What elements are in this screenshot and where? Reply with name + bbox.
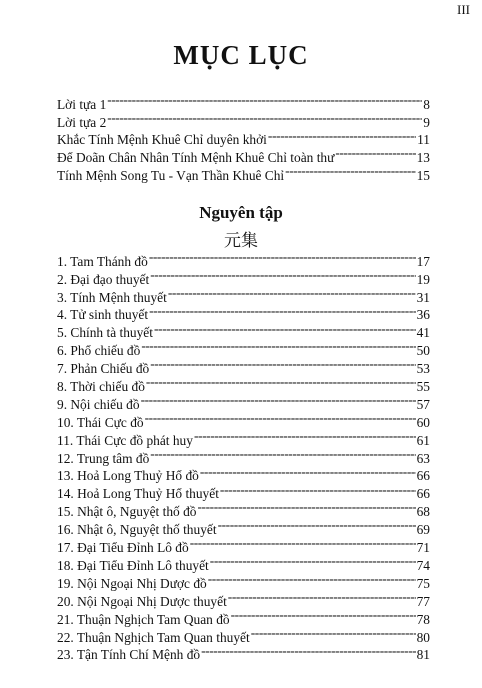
toc-leader-dashes <box>231 606 416 624</box>
toc-leader-dashes <box>218 516 416 534</box>
toc-entry-label: 12. Trung tâm đồ <box>57 450 150 466</box>
toc-entry-label: 4. Tử sinh thuyết <box>57 307 149 323</box>
toc-entry-page: 55 <box>416 379 430 395</box>
toc-entry-page: 53 <box>416 361 430 377</box>
toc-entry-label: 6. Phổ chiếu đồ <box>57 343 141 359</box>
toc-leader-dashes <box>201 642 416 660</box>
toc-entry-page: 78 <box>416 611 430 627</box>
toc-entry-page: 15 <box>416 167 430 183</box>
toc-entry-page: 17 <box>416 253 430 269</box>
toc-leader-dashes <box>228 588 416 606</box>
toc-entry-page: 81 <box>416 647 430 663</box>
page-number: III <box>457 2 470 17</box>
toc-entry-page: 57 <box>416 396 430 412</box>
page-title: MỤC LỤC <box>173 40 309 70</box>
toc-entry-page: 61 <box>416 432 430 448</box>
toc-entry-page: 71 <box>416 540 430 556</box>
toc-leader-dashes <box>285 162 415 180</box>
toc-entry-label: 20. Nội Ngoại Nhị Dược thuyết <box>57 593 227 609</box>
toc-entry-label: Khắc Tính Mệnh Khuê Chỉ duyên khởi <box>57 132 267 148</box>
toc-entry-label: 2. Đại đạo thuyết <box>57 271 150 287</box>
toc-entry-label: 13. Hoả Long Thuỷ Hổ đồ <box>57 468 199 484</box>
toc-entry-label: 23. Tận Tính Chí Mệnh đồ <box>57 647 201 663</box>
toc-entry-page: 36 <box>416 307 430 323</box>
main-toc-list <box>57 248 430 663</box>
toc-entry-page: 13 <box>416 150 430 166</box>
toc-leader-dashes <box>145 409 416 427</box>
toc-entry-label: 11. Thái Cực đồ phát huy <box>57 432 193 448</box>
toc-leader-dashes <box>150 355 415 373</box>
toc-entry-page: 19 <box>416 271 430 287</box>
section-title: Nguyên tập <box>199 203 283 222</box>
toc-entry-label: 7. Phản Chiếu đồ <box>57 361 150 377</box>
toc-entry-label: 3. Tính Mệnh thuyết <box>57 289 167 305</box>
toc-entry-page: 31 <box>416 289 430 305</box>
toc-entry-page: 60 <box>416 414 430 430</box>
toc-entry[interactable] <box>57 248 430 269</box>
toc-entry-label: 9. Nội chiếu đồ <box>57 396 140 412</box>
toc-entry[interactable] <box>57 91 430 112</box>
toc-entry-page: 66 <box>416 486 430 502</box>
toc-leader-dashes <box>141 391 416 409</box>
toc-leader-dashes <box>107 109 422 127</box>
toc-entry-page: 80 <box>416 629 430 645</box>
section-subtitle: 元集 <box>224 231 258 251</box>
toc-leader-dashes <box>251 624 416 642</box>
toc-leader-dashes <box>107 91 422 109</box>
toc-entry-label: Tính Mệnh Song Tu - Vạn Thần Khuê Chỉ <box>57 167 285 183</box>
toc-entry-page: 11 <box>417 132 430 148</box>
toc-leader-dashes <box>146 373 416 391</box>
toc-entry-label: 14. Hoả Long Thuỷ Hổ thuyết <box>57 486 219 502</box>
toc-entry-label: 17. Đại Tiểu Đỉnh Lô đồ <box>57 540 189 556</box>
toc-entry-page: 75 <box>416 575 430 591</box>
toc-entry-label: 19. Nội Ngoại Nhị Dược đồ <box>57 575 207 591</box>
toc-leader-dashes <box>194 427 416 445</box>
toc-leader-dashes <box>197 498 415 516</box>
toc-entry-page: 8 <box>423 96 430 112</box>
toc-leader-dashes <box>220 481 416 499</box>
toc-entry-page: 77 <box>416 593 430 609</box>
toc-leader-dashes <box>154 320 416 338</box>
toc-entry-label: 8. Thời chiếu đồ <box>57 379 145 395</box>
toc-entry-page: 66 <box>416 468 430 484</box>
toc-entry-label: 1. Tam Thánh đồ <box>57 253 148 269</box>
toc-entry-page: 50 <box>416 343 430 359</box>
toc-entry-page: 68 <box>416 504 430 520</box>
toc-leader-dashes <box>210 552 416 570</box>
toc-entry-page: 9 <box>423 114 430 130</box>
toc-leader-dashes <box>149 248 416 266</box>
toc-leader-dashes <box>335 144 415 162</box>
toc-entry-label: 22. Thuận Nghịch Tam Quan thuyết <box>57 629 250 645</box>
toc-leader-dashes <box>149 302 416 320</box>
toc-leader-dashes <box>268 127 416 145</box>
toc-entry-label: 10. Thái Cực đồ <box>57 414 144 430</box>
toc-entry-label: 21. Thuận Nghịch Tam Quan đồ <box>57 611 230 627</box>
toc-leader-dashes <box>208 570 416 588</box>
toc-entry-label: 15. Nhật ô, Nguyệt thố đồ <box>57 504 197 520</box>
toc-entry-page: 69 <box>416 522 430 538</box>
toc-entry[interactable] <box>57 127 430 148</box>
toc-leader-dashes <box>150 266 415 284</box>
toc-leader-dashes <box>141 337 415 355</box>
toc-entry[interactable] <box>57 109 430 130</box>
toc-entry-page: 41 <box>416 325 430 341</box>
toc-leader-dashes <box>190 534 416 552</box>
toc-entry-label: Để Doãn Chân Nhân Tính Mệnh Khuê Chỉ toàn thư <box>57 150 335 166</box>
toc-leader-dashes <box>200 463 416 481</box>
toc-entry-label: 18. Đại Tiểu Đỉnh Lô thuyết <box>57 557 209 573</box>
toc-leader-dashes <box>168 284 416 302</box>
toc-entry-page: 63 <box>416 450 430 466</box>
toc-entry-label: Lời tựa 1 <box>57 96 107 112</box>
toc-entry-page: 74 <box>416 557 430 573</box>
toc-entry-label: 16. Nhật ô, Nguyệt thố thuyết <box>57 522 217 538</box>
toc-entry-label: 5. Chính tà thuyết <box>57 325 153 341</box>
toc-entry-label: Lời tựa 2 <box>57 114 107 130</box>
intro-toc-list <box>57 91 430 183</box>
toc-leader-dashes <box>150 445 415 463</box>
